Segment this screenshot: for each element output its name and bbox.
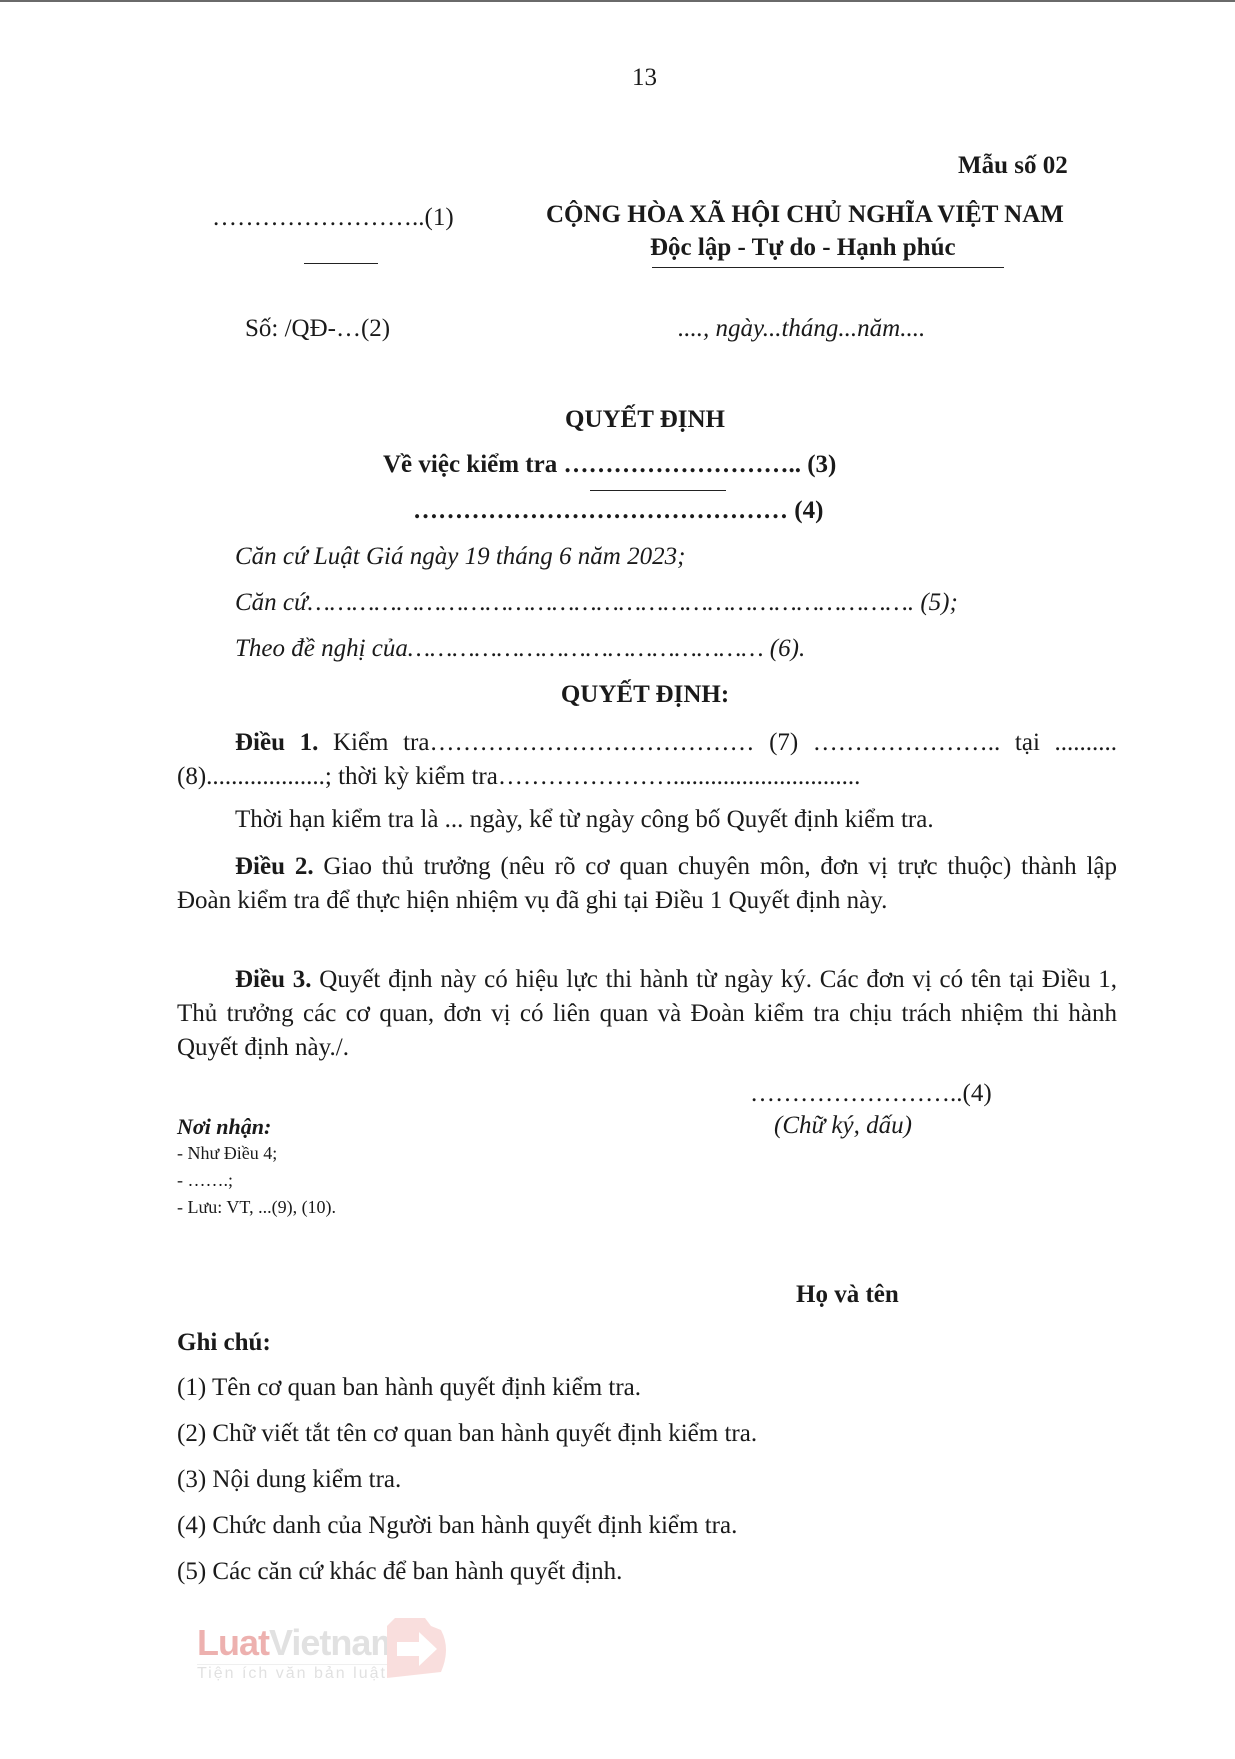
document-title: QUYẾT ĐỊNH — [565, 406, 725, 433]
note-item: (1) Tên cơ quan ban hành quyết định kiểm tra. — [177, 1374, 642, 1401]
legal-basis-2: Căn cứ………………………………………………………………………. (5); — [235, 589, 958, 616]
article-1-duration-text: Thời hạn kiểm tra là ... ngày, kể từ ngày công bố Quyết định kiểm tra. — [235, 806, 934, 833]
watermark-brand-part2: Vietnam — [269, 1622, 402, 1663]
signature-note: (Chữ ký, dấu) — [774, 1112, 912, 1139]
place-date: ...., ngày...tháng...năm.... — [678, 315, 926, 342]
watermark-brand — [197, 1622, 401, 1664]
document-subject: Về việc kiểm tra ……………………….. (3) — [383, 451, 837, 478]
article-1-label: Điều 1. — [235, 729, 319, 756]
issuer-title-placeholder: ……………………………………… (4) — [413, 497, 824, 524]
note-item: (2) Chữ viết tắt tên cơ quan ban hành quyết định kiểm tra. — [177, 1420, 758, 1447]
article-3-text: Quyết định này có hiệu lực thi hành từ ngày ký. Các đơn vị có tên tại Điều 1, Thủ trưởng các cơ quan, đơn vị có liên quan và Đoàn kiểm tra chịu trách nhiệm thi hành Quyết định này./. — [177, 966, 1118, 1061]
article-1-duration — [177, 803, 1117, 837]
article-2-label: Điều 2. — [235, 853, 314, 880]
agency-underline — [304, 263, 378, 264]
luatvietnam-watermark — [197, 1622, 401, 1683]
note-item: (4) Chức danh của Người ban hành quyết định kiểm tra. — [177, 1512, 738, 1539]
watermark-brand-part1: Luat — [197, 1622, 269, 1663]
article-3 — [177, 963, 1117, 1065]
decision-heading: QUYẾT ĐỊNH: — [560, 681, 730, 708]
form-label: Mẫu số 02 — [958, 152, 1068, 179]
notes-label: Ghi chú: — [177, 1329, 271, 1356]
proposal-basis: Theo đề nghị của………………………………………… (6). — [235, 635, 806, 662]
signer-title-placeholder: ……………………..(4) — [750, 1080, 992, 1107]
note-item: (3) Nội dung kiểm tra. — [177, 1466, 402, 1493]
page-top-edge — [0, 0, 1235, 2]
recipient-item: - Lưu: VT, ...(9), (10). — [177, 1197, 337, 1217]
arrow-logo-icon — [383, 1616, 453, 1682]
signer-name: Họ và tên — [796, 1281, 899, 1308]
note-item: (5) Các căn cứ khác để ban hành quyết định. — [177, 1558, 623, 1585]
legal-basis-1: Căn cứ Luật Giá ngày 19 tháng 6 năm 2023; — [235, 543, 686, 570]
article-1 — [177, 726, 1117, 794]
article-2-text: Giao thủ trưởng (nêu rõ cơ quan chuyên môn, đơn vị trực thuộc) thành lập Đoàn kiểm tra để thực hiện nhiệm vụ đã ghi tại Điều 1 Quyết định này. — [177, 853, 1118, 914]
recipients-label: Nơi nhận: — [177, 1114, 272, 1139]
recipient-item: - …….; — [177, 1170, 233, 1190]
motto-underline — [652, 267, 1004, 268]
article-3-label: Điều 3. — [235, 966, 312, 993]
national-motto: Độc lập - Tự do - Hạnh phúc — [650, 234, 956, 261]
document-number: Số: /QĐ-…(2) — [245, 315, 391, 342]
agency-name-placeholder: ……………………..(1) — [212, 204, 454, 231]
page-number: 13 — [632, 64, 657, 91]
article-2 — [177, 850, 1117, 918]
subject-underline — [590, 490, 726, 491]
watermark-tagline: Tiện ích văn bản luật — [197, 1664, 401, 1683]
country-name: CỘNG HÒA XÃ HỘI CHỦ NGHĨA VIỆT NAM — [546, 201, 1064, 228]
article-1-text: Kiểm tra………………………………… (7) ………………….. tại ..........(8)...................; thời kỳ kiểm tra………………….............................. — [177, 729, 1117, 790]
recipient-item: - Như Điều 4; — [177, 1143, 278, 1163]
